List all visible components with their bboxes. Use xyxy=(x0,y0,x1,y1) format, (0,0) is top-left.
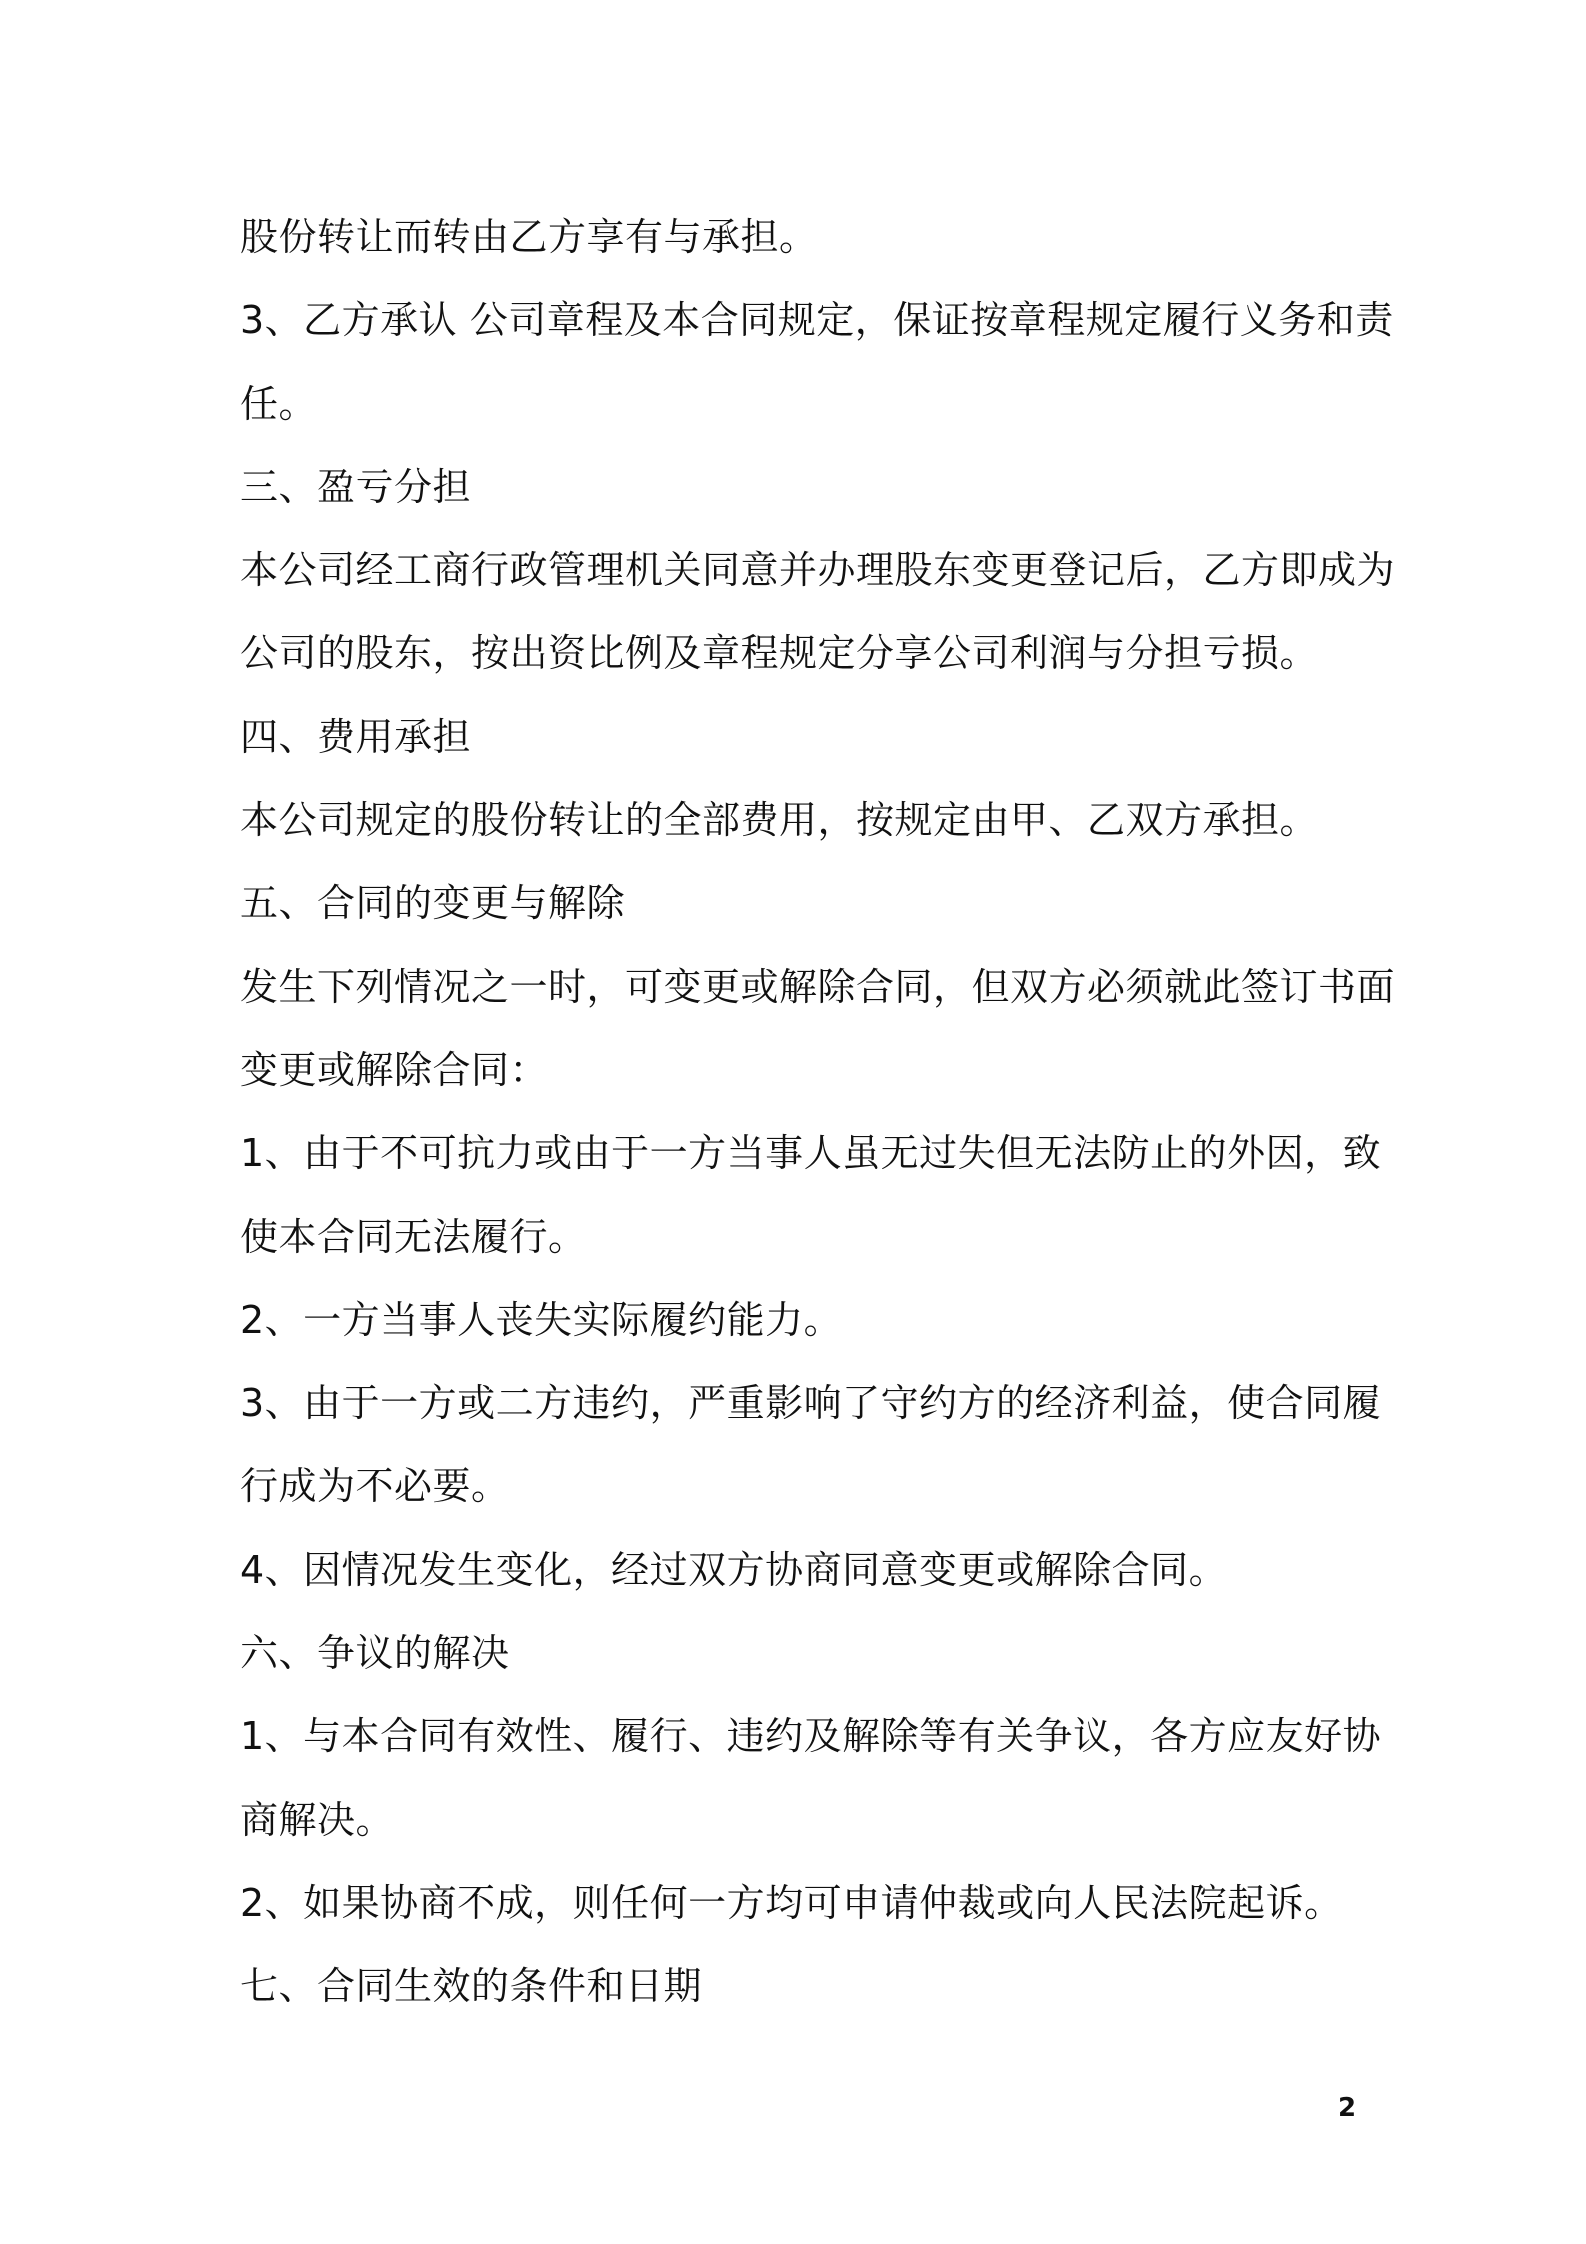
text-line: 股份转让而转由乙方享有与承担。 xyxy=(240,215,818,259)
text-line: 本公司规定的股份转让的全部费用，按规定由甲、乙双方承担。 xyxy=(240,798,1319,843)
text-line: 2、如果协商不成，则任何一方均可申请仲裁或向人民法院起诉。 xyxy=(240,1880,1343,1925)
text-line: 3、乙方承认 公司章程及本合同规定，保证按章程规定履行义务和责 xyxy=(240,298,1394,343)
text-line: 行成为不必要。 xyxy=(240,1464,510,1509)
section-heading: 七、合同生效的条件和日期 xyxy=(240,1964,703,2009)
text-line: 任。 xyxy=(240,381,318,426)
text-line: 发生下列情况之一时，可变更或解除合同，但双方必须就此签订书面 xyxy=(240,964,1396,1009)
page-number: 2 xyxy=(1338,2093,1357,2123)
text-line: 3、由于一方或二方违约，严重影响了守约方的经济利益，使合同履 xyxy=(240,1381,1382,1426)
text-line: 本公司经工商行政管理机关同意并办理股东变更登记后，乙方即成为 xyxy=(240,548,1396,593)
section-heading: 四、费用承担 xyxy=(240,714,472,759)
section-heading: 五、合同的变更与解除 xyxy=(240,881,626,926)
text-line: 变更或解除合同： xyxy=(240,1047,549,1092)
text-line: 1、与本合同有效性、履行、违约及解除等有关争议，各方应友好协 xyxy=(240,1714,1382,1759)
text-line: 4、因情况发生变化，经过双方协商同意变更或解除合同。 xyxy=(240,1547,1228,1592)
text-line: 1、由于不可抗力或由于一方当事人虽无过失但无法防止的外因，致 xyxy=(240,1131,1382,1176)
text-line: 使本合同无法履行。 xyxy=(240,1214,587,1259)
document-body xyxy=(240,196,1396,2029)
section-heading: 三、盈亏分担 xyxy=(240,464,472,509)
text-line: 2、一方当事人丧失实际履约能力。 xyxy=(240,1297,843,1342)
text-line: 商解决。 xyxy=(240,1797,395,1842)
text-line: 公司的股东，按出资比例及章程规定分享公司利润与分担亏损。 xyxy=(240,631,1319,676)
section-heading: 六、争议的解决 xyxy=(240,1631,510,1676)
